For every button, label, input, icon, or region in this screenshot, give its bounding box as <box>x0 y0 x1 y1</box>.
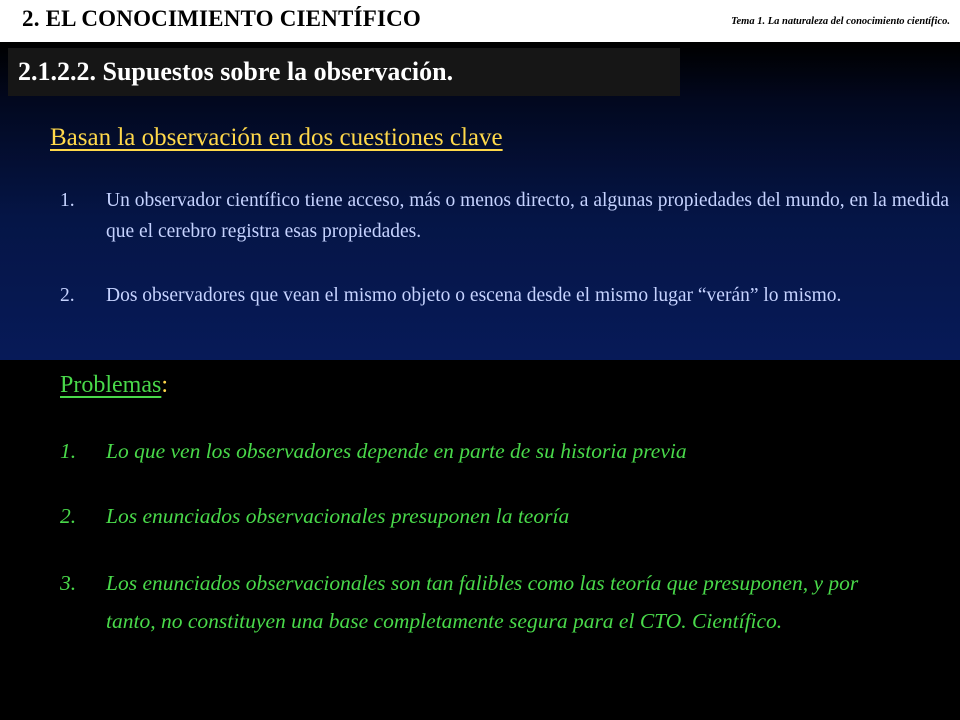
item-text: Los enunciados observacionales son tan falibles como las teoría que presuponen, y por tanto, no constituyen una base completamente segura para el CTO. Científico. <box>106 571 859 633</box>
item-text: Dos observadores que vean el mismo objeto o escena desde el mismo lugar “verán” lo mismo. <box>106 285 842 306</box>
problem-item <box>60 432 950 470</box>
item-number: 2. <box>60 285 75 306</box>
problem-item <box>60 497 950 535</box>
item-number: 1. <box>60 190 75 211</box>
problems-heading <box>60 372 168 399</box>
item-number: 2. <box>60 504 77 528</box>
slide-header-title: 2. EL CONOCIMIENTO CIENTÍFICO <box>22 6 422 31</box>
section-title: 2.1.2.2. Supuestos sobre la observación. <box>18 57 454 86</box>
header-bar <box>0 0 960 42</box>
item-text: Un observador científico tiene acceso, más o menos directo, a algunas propiedades del mundo, en la medida que el cerebro registra esas propiedades. <box>106 190 950 242</box>
item-text: Lo que ven los observadores depende en parte de su historia previa <box>106 439 687 463</box>
problems-heading-label: Problemas <box>60 372 162 398</box>
key-question-item <box>60 280 960 311</box>
key-questions-heading: Basan la observación en dos cuestiones clave <box>50 124 503 151</box>
key-question-item <box>60 185 960 247</box>
item-number: 3. <box>60 571 77 595</box>
item-number: 1. <box>60 439 77 463</box>
slide-header-subtitle: Tema 1. La naturaleza del conocimiento científico. <box>731 16 950 27</box>
item-text: Los enunciados observacionales presuponen la teoría <box>106 504 570 528</box>
problems-heading-colon: : <box>161 372 168 398</box>
problem-item <box>60 564 900 640</box>
